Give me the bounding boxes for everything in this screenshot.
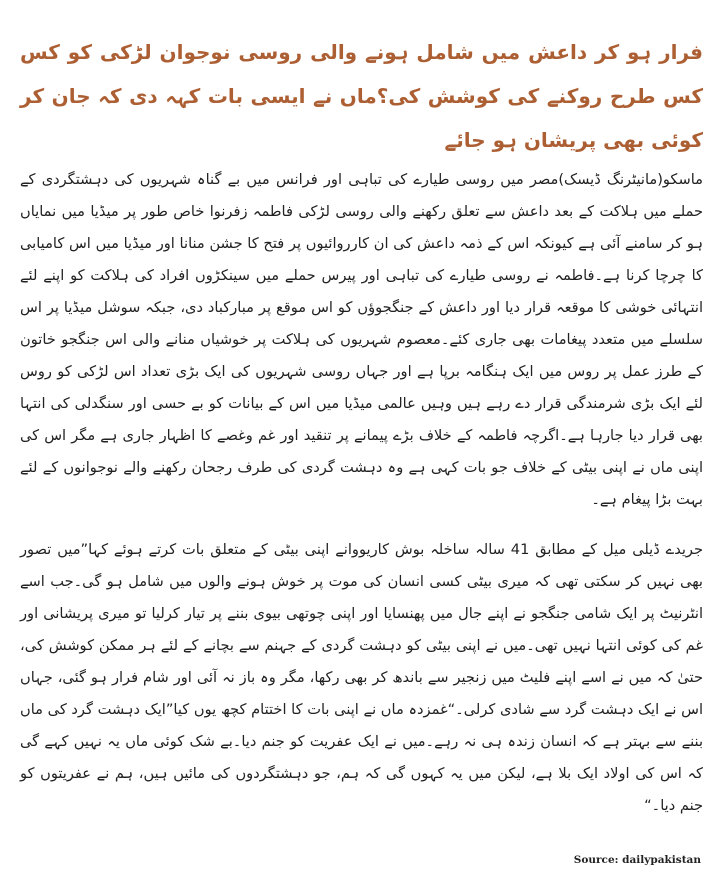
source-credit: Source: dailypakistan [573,854,701,866]
article-headline: فرار ہو کر داعش میں شامل ہونے والی روسی نوجوان لڑکی کو کس کس طرح روکنے کی کوشش کی؟ماں نے ایسی بات کہہ دی کہ جان کر کوئی بھی پریشان ہو جائے [20,40,703,152]
article-paragraph-2: جریدے ڈیلی میل کے مطابق 41 سالہ ساخلہ بوش کاریووانے اپنی بیٹی کے متعلق بات کرتے ہوئے کہا”میں تصور بھی نہیں کر سکتی تھی کہ میری بیٹی کسی انسان کی موت پر خوش ہونے والوں میں شامل ہو گی۔جب اسے انٹرنیٹ پر ایک شامی جنگجو نے اپنے جال میں پھنسایا اور اپنی چوتھی بیوی بننے پر تیار کرلیا تو میری پریشانی اور غم کی کوئی انتہا نہیں تھی۔میں نے اپنی بیٹی کو دہشت گردی کے جہنم سے بچانے کے لئے ہر ممکن کوشش کی، حتیٰ کہ میں نے اسے اپنے فلیٹ میں زنجیر سے باندھ کر بھی رکھا، مگر وہ باز نہ آئی اور شام فرار ہو گئی، جہاں اس نے ایک دہشت گرد سے شادی کرلی۔“غمزدہ ماں نے اپنی بات کا اختتام کچھ یوں کیا”ایک دہشت گرد کی ماں بننے سے بہتر ہے کہ انسان زندہ ہی نہ رہے۔میں نے ایک عفریت کو جنم دیا۔بے شک کوئی ماں یہ نہیں کہے گی کہ اس کی اولاد ایک بلا ہے، لیکن میں یہ کہوں گی کہ ہم، جو دہشتگردوں کی مائیں ہیں، ہم نے عفریتوں کو جنم دیا۔“ [20,541,704,814]
article-paragraph-1: ماسکو(مانیٹرنگ ڈیسک)مصر میں روسی طیارے کی تباہی اور فرانس میں بے گناہ شہریوں کی دہشتگردی کے حملے میں ہلاکت کے بعد داعش سے تعلق رکھنے والی روسی لڑکی فاطمہ زفرنوا خاص طور پر میڈیا میں نمایاں ہو کر سامنے آئی ہے کیونکہ اس کے ذمہ داعش کی ان کارروائیوں پر فتح کا جشن منانا اور میڈیا میں اس کامیابی کا چرچا کرنا ہے۔فاطمہ نے روسی طیارے کی تباہی اور پیرس حملے میں سینکڑوں افراد کی ہلاکت کو اپنے لئے انتہائی خوشی کا موقعہ قرار دیا اور داعش کے جنگجوؤں کو اس موقع پر مبارکباد دی، جبکہ سوشل میڈیا پر اس سلسلے میں متعدد پیغامات بھی جاری کئے۔معصوم شہریوں کی ہلاکت پر خوشیاں منانے والی اس جنگجو خاتون کے طرز عمل پر روس میں ایک ہنگامہ برپا ہے اور جہاں روسی شہریوں کی ایک بڑی تعداد اس لڑکی کو روس لئے ایک بڑی شرمندگی قرار دے رہے ہیں وہیں عالمی میڈیا میں اس کے بیانات کو بے حسی اور سنگدلی کی انتہا بھی قرار دیا جارہا ہے۔اگرچہ فاطمہ کے خلاف بڑے پیمانے پر تنقید اور غم وغصے کا اظہار جاری ہے مگر اس کی اپنی ماں نے اپنی بیٹی کے خلاف جو بات کہی ہے وہ دہشت گردی کی طرف رجحان رکھنے والے نوجوانوں کے لئے بہت بڑا پیغام ہے۔ [20,171,703,508]
